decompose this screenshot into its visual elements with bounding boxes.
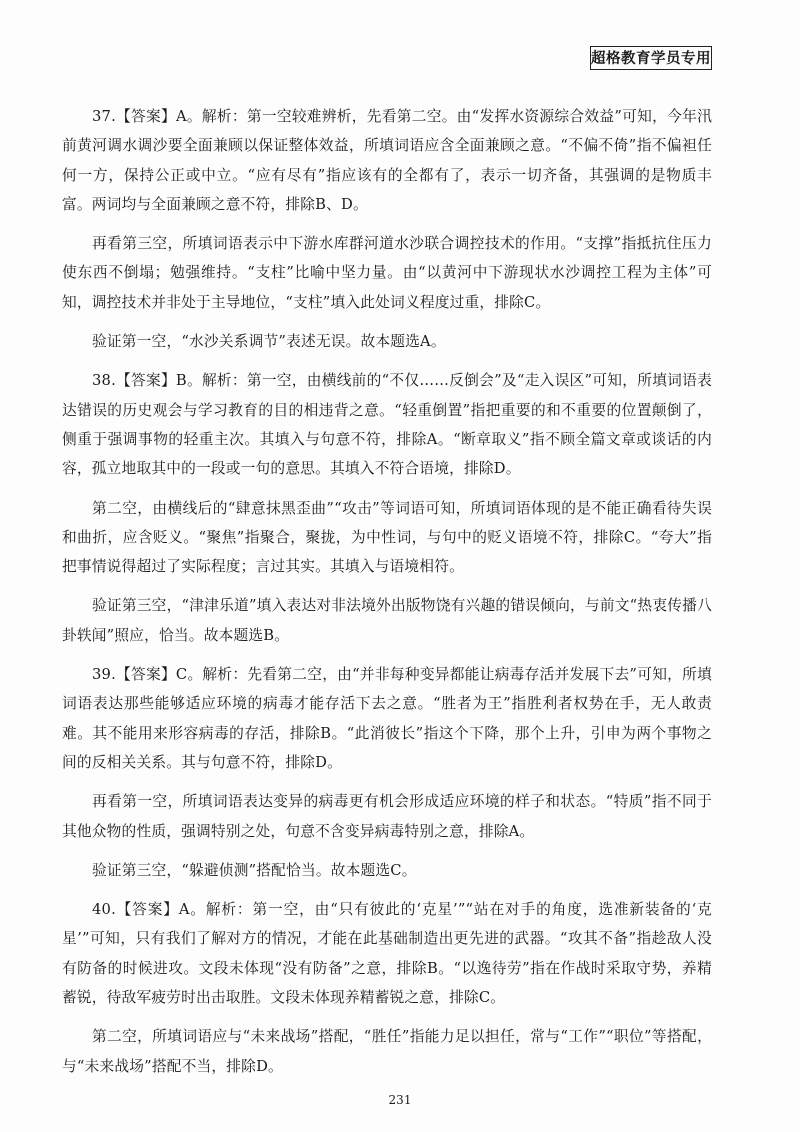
q39-first-blank-paragraph: 再看第一空，所填词语表达变异的病毒更有机会形成适应环境的样子和状态。“特质”指不同于其他众物的性质，强调特别之处，句意不含变异病毒特别之意，排除A。: [62, 793, 712, 840]
header-badge: 超格教育学员专用: [590, 46, 712, 70]
q39-verify-paragraph: 验证第三空，“躲避侦测”搭配恰当。故本题选C。: [92, 861, 417, 879]
q40-answer-paragraph: 40.【答案】A。解析：第一空，由“只有彼此的‘克星’”“站在对手的角度，选准新装备的‘克星’”可知，只有我们了解对方的情况，才能在此基础制造出更先进的武器。“攻其不备”指趁敌人没有防备的时候进攻。文段未体现“没有防备”之意，排除B。“以逸待劳”指在作战时采取守势，养精蓄锐，待敌军疲劳时出击取胜。文段未体现养精蓄锐之意，排除C。: [62, 901, 712, 1007]
q40-second-blank-paragraph: 第二空，所填词语应与“未来战场”搭配，“胜任”指能力足以担任，常与“工作”“职位”等搭配，与“未来战场”搭配不当，排除D。: [62, 1028, 712, 1075]
q39-answer-paragraph: 39.【答案】C。解析：先看第二空，由“并非每种变异都能让病毒存活并发展下去”可知，所填词语表达那些能够适应环境的病毒才能存活下去之意。“胜者为王”指胜利者权势在手，无人敢责难。其不能用来形容病毒的存活，排除B。“此消彼长”指这个下降，那个上升，引申为两个事物之间的反相关关系。其与句意不符，排除D。: [62, 666, 712, 771]
q38-second-blank-paragraph: 第二空，由横线后的“肆意抹黑歪曲”“攻击”等词语可知，所填词语体现的是不能正确看待失误和曲折，应含贬义。“聚焦”指聚合，聚拢，为中性词，与句中的贬义语境不符，排除C。“夸大”指把事情说得超过了实际程度；言过其实。其填入与语境相符。: [62, 499, 712, 576]
q37-verify-paragraph: 验证第一空，“水沙关系调节”表述无误。故本题选A。: [92, 333, 446, 351]
page-number: 231: [388, 1093, 412, 1107]
q37-answer-paragraph: 37.【答案】A。解析：第一空较难辨析，先看第二空。由“发挥水资源综合效益”可知，今年汛前黄河调水调沙要全面兼顾以保证整体效益，所填词语应含全面兼顾之意。“不偏不倚”指不偏袒任何一方，保持公正或中立。“应有尽有”指应该有的全都有了，表示一切齐备，其强调的是物质丰富。两词均与全面兼顾之意不符，排除B、D。: [62, 108, 712, 213]
q38-verify-paragraph: 验证第三空，“津津乐道”填入表达对非法境外出版物饶有兴趣的错误倾向，与前文“热衷传播八卦轶闻”照应，恰当。故本题选B。: [62, 597, 712, 644]
q38-answer-paragraph: 38.【答案】B。解析：第一空，由横线前的“不仅……反倒会”及“走入误区”可知，所填词语表达错误的历史观会与学习教育的目的相违背之意。“轻重倒置”指把重要的和不重要的位置颠倒了，侧重于强调事物的轻重主次。其填入与句意不符，排除A。“断章取义”指不顾全篇文章或谈话的内容，孤立地取其中的一段或一句的意思。其填入不符合语境，排除D。: [62, 372, 712, 478]
q37-third-blank-paragraph: 再看第三空，所填词语表示中下游水库群河道水沙联合调控技术的作用。“支撑”指抵抗住压力使东西不倒塌；勉强维持。“支柱”比喻中坚力量。由“以黄河中下游现状水沙调控工程为主体”可知，调控技术并非处于主导地位，“支柱”填入此处词义程度过重，排除C。: [62, 235, 712, 311]
answer-explanations: [62, 102, 712, 1091]
